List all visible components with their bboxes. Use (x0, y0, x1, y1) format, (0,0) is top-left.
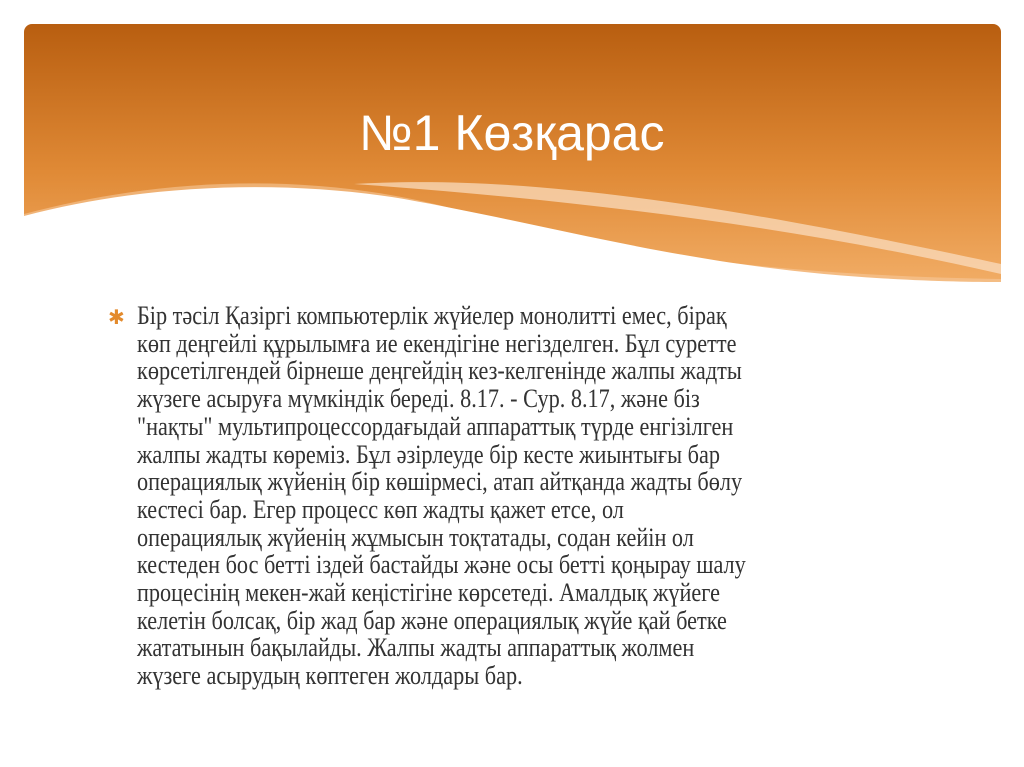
body-text-line: келетін болсақ, бір жад бар және операциялық жүйе қай бетке (137, 604, 727, 635)
body-text-line: процесінің мекен-жай кеңістігіне көрсетеді. Амалдық жүйеге (137, 577, 720, 608)
body-text-line: "нақты" мультипроцессордағыдай аппараттық түрде енгізілген (137, 410, 734, 441)
body-text-line: көрсетілгендей бірнеше деңгейдің кез-келгенінде жалпы жадты (137, 355, 742, 386)
slide-body-text (137, 302, 746, 690)
body-text-line: кестесі бар. Егер процесс көп жадты қажет етсе, ол (137, 493, 624, 524)
body-text-line: жалпы жадты көреміз. Бұл әзірлеуде бір кесте жиынтығы бар (137, 438, 720, 469)
body-text-line: жүзеге асырудың көптеген жолдары бар. (137, 660, 523, 691)
body-text-line: операциялық жүйенің жұмысын тоқтатады, содан кейін ол (137, 521, 694, 552)
body-text-line: Бір тәсіл Қазіргі компьютерлік жүйелер монолитті емес, бірақ (137, 300, 727, 330)
body-text-line: операциялық жүйенің бір көшірмесі, атап айтқанда жадты бөлу (137, 466, 743, 497)
body-text-line: көп деңгейлі құрылымға ие екендігіне негізделген. Бұл суретте (137, 327, 737, 358)
body-text-line: жүзеге асыруға мүмкіндік береді. 8.17. - Сур. 8.17, және біз (137, 383, 700, 414)
body-text-line: жататынын бақылайды. Жалпы жадты аппараттық жолмен (137, 632, 695, 663)
body-text-line: кестеден бос бетті іздей бастайды және осы бетті қоңырау шалу (137, 549, 746, 580)
slide-title: №1 Көзқарас (359, 105, 665, 161)
asterisk-bullet-icon: ✱ (108, 305, 125, 329)
slide-header-banner (24, 24, 1001, 294)
